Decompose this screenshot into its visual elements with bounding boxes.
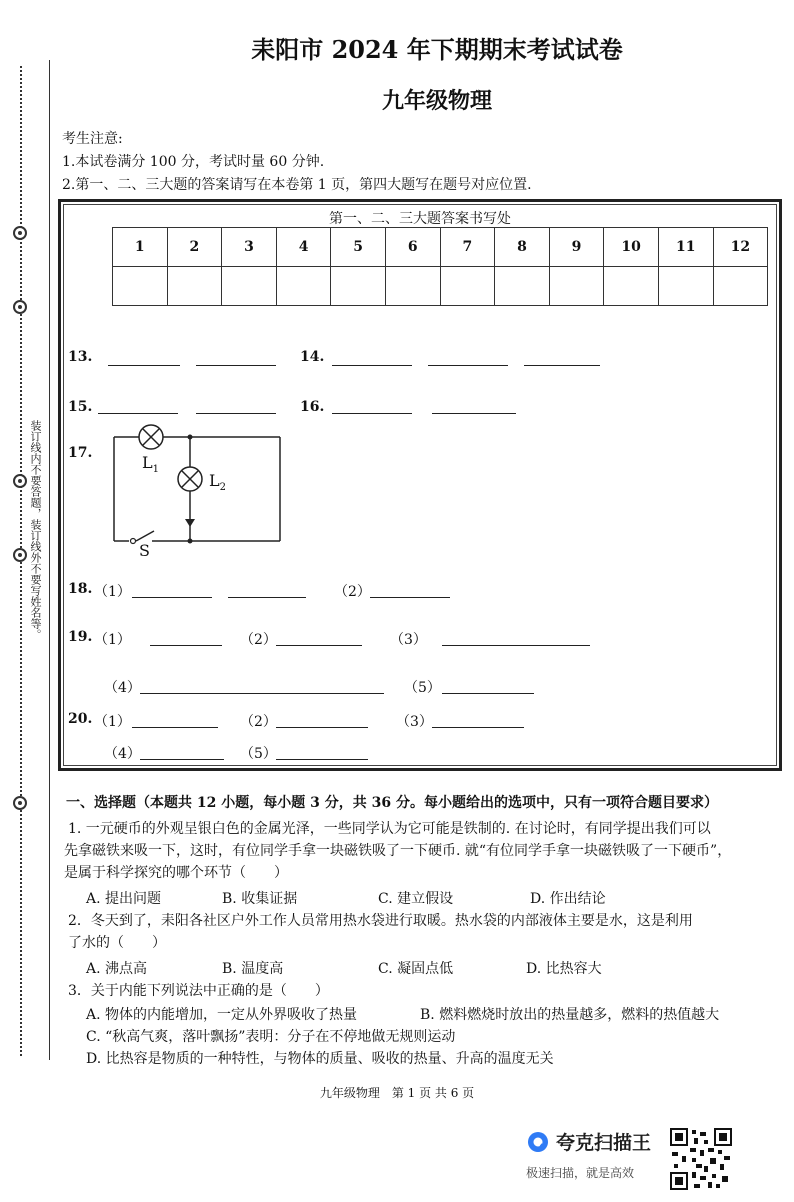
q2-line-2: 了水的（ ） xyxy=(68,935,166,951)
q16-blank-1[interactable] xyxy=(332,413,412,414)
junction-dot xyxy=(188,539,193,544)
q15-blank-2[interactable] xyxy=(196,413,276,414)
q20-blank-2[interactable] xyxy=(276,727,368,728)
q13-blank-1[interactable] xyxy=(108,365,180,366)
q1-line-1: 1. 一元硬币的外观呈银白色的金属光泽，一些同学认为它可能是铁制的. 在讨论时，有同学提出我们可以 xyxy=(68,821,711,837)
q19-blank-4[interactable] xyxy=(140,693,384,694)
lamp-l1-label: $L_1$ xyxy=(142,453,159,476)
answer-cell[interactable] xyxy=(549,267,604,306)
answer-grid xyxy=(112,227,768,306)
scanner-slogan: 极速扫描，就是高效 xyxy=(526,1166,635,1180)
grid-header: 3 xyxy=(222,228,277,267)
binding-warning: 装订线内不要答题，装订线外不要写姓名等。 xyxy=(29,420,42,640)
q20-sub4: （4） xyxy=(104,746,141,762)
grid-header: 9 xyxy=(549,228,604,267)
answer-box-caption: 第一、二、三大题答案书写处 xyxy=(329,211,511,227)
notice-line-2: 2.第一、二、三大题的答案请写在本卷第 1 页，第四大题写在题号对应位置. xyxy=(62,177,532,193)
switch-label: S xyxy=(139,541,150,560)
junction-dot xyxy=(188,435,193,440)
q19-sub3: （3） xyxy=(390,632,427,648)
lamp-l1-icon xyxy=(139,425,163,449)
q2-option-c[interactable]: C. 凝固点低 xyxy=(378,961,454,977)
lamp-l2-icon xyxy=(178,467,202,491)
q2-option-b[interactable]: B. 温度高 xyxy=(222,961,284,977)
q16-blank-2[interactable] xyxy=(432,413,516,414)
q19-sub4: （4） xyxy=(104,680,141,696)
page-footer: 九年级物理 第 1 页 共 6 页 xyxy=(319,1086,475,1100)
q18-blank-1[interactable] xyxy=(132,597,212,598)
q19-blank-5[interactable] xyxy=(442,693,534,694)
q13-label: 13. xyxy=(68,349,93,365)
answer-cell[interactable] xyxy=(331,267,386,306)
answer-cell[interactable] xyxy=(604,267,659,306)
lamp-l2-label: $L_2$ xyxy=(209,471,226,494)
answer-cell[interactable] xyxy=(167,267,222,306)
q19-sub2: （2） xyxy=(240,632,277,648)
grid-header: 10 xyxy=(604,228,659,267)
q1-option-d[interactable]: D. 作出结论 xyxy=(530,891,606,907)
binding-hole-icon xyxy=(13,548,27,562)
q15-blank-1[interactable] xyxy=(98,413,178,414)
q2-option-a[interactable]: A. 沸点高 xyxy=(86,961,148,977)
scanner-logo-icon xyxy=(526,1130,550,1154)
binding-hole-icon xyxy=(13,226,27,240)
qr-code-icon xyxy=(670,1128,732,1190)
q13-blank-2[interactable] xyxy=(196,365,276,366)
grid-header: 4 xyxy=(276,228,331,267)
grid-header: 11 xyxy=(658,228,713,267)
q19-blank-1[interactable] xyxy=(150,645,222,646)
q18-blank-3[interactable] xyxy=(370,597,450,598)
answer-cell[interactable] xyxy=(276,267,331,306)
q20-sub2: （2） xyxy=(240,714,277,730)
answer-cell[interactable] xyxy=(713,267,768,306)
grid-header: 8 xyxy=(495,228,550,267)
q15-label: 15. xyxy=(68,399,93,415)
q3-line-1: 3．关于内能下列说法中正确的是（ ） xyxy=(68,983,329,999)
q18-sub2: （2） xyxy=(334,584,371,600)
q18-label: 18. xyxy=(68,581,93,597)
scanner-brand: 夸克扫描王 xyxy=(556,1132,652,1154)
q20-blank-4[interactable] xyxy=(140,759,224,760)
q20-label: 20. xyxy=(68,711,93,727)
q1-option-b[interactable]: B. 收集证据 xyxy=(222,891,298,907)
q1-line-3: 是属于科学探究的哪个环节（ ） xyxy=(64,865,288,881)
grid-header: 6 xyxy=(385,228,440,267)
q19-label: 19. xyxy=(68,629,93,645)
q20-blank-3[interactable] xyxy=(432,727,524,728)
q14-blank-1[interactable] xyxy=(332,365,412,366)
current-arrow-icon xyxy=(185,519,195,527)
switch-contact xyxy=(131,539,136,544)
answer-box xyxy=(58,199,782,771)
answer-cell[interactable] xyxy=(222,267,277,306)
q16-label: 16. xyxy=(300,399,325,415)
grid-header: 12 xyxy=(713,228,768,267)
q14-blank-2[interactable] xyxy=(428,365,508,366)
q14-blank-3[interactable] xyxy=(524,365,600,366)
q20-sub3: （3） xyxy=(396,714,433,730)
q2-option-d[interactable]: D. 比热容大 xyxy=(526,961,602,977)
q20-blank-1[interactable] xyxy=(132,727,218,728)
q19-sub5: （5） xyxy=(404,680,441,696)
q3-option-c[interactable]: C. “秋高气爽，落叶飘扬”表明：分子在不停地做无规则运动 xyxy=(86,1029,456,1045)
binding-hole-icon xyxy=(13,300,27,314)
q20-sub5: （5） xyxy=(240,746,277,762)
answer-cell[interactable] xyxy=(440,267,495,306)
q19-sub1: （1） xyxy=(94,632,131,648)
q3-option-a[interactable]: A. 物体的内能增加，一定从外界吸收了热量 xyxy=(86,1007,358,1023)
section1-heading: 一、选择题（本题共 12 小题，每小题 3 分，共 36 分。每小题给出的选项中，只有一项符合题目要求） xyxy=(66,795,718,811)
q18-sub1: （1） xyxy=(94,584,131,600)
exam-subject: 九年级物理 xyxy=(381,88,492,114)
q1-option-c[interactable]: C. 建立假设 xyxy=(378,891,454,907)
q17-label: 17. xyxy=(68,445,93,461)
q19-blank-2[interactable] xyxy=(276,645,362,646)
answer-cell[interactable] xyxy=(385,267,440,306)
grid-header: 1 xyxy=(113,228,168,267)
grid-header: 2 xyxy=(167,228,222,267)
q19-blank-3[interactable] xyxy=(442,645,590,646)
exam-title: 耒阳市 2024 年下期期末考试试卷 xyxy=(251,35,623,64)
binding-hole-icon xyxy=(13,474,27,488)
notice-heading: 考生注意: xyxy=(62,131,123,147)
q20-blank-5[interactable] xyxy=(276,759,368,760)
circuit-diagram xyxy=(94,423,294,553)
q14-label: 14. xyxy=(300,349,325,365)
binding-solid-line xyxy=(49,60,50,1060)
binding-hole-icon xyxy=(13,796,27,810)
q1-option-a[interactable]: A. 提出问题 xyxy=(86,891,162,907)
grid-header: 7 xyxy=(440,228,495,267)
q20-sub1: （1） xyxy=(94,714,131,730)
answer-cell[interactable] xyxy=(658,267,713,306)
q3-option-d[interactable]: D. 比热容是物质的一种特性，与物体的质量、吸收的热量、升高的温度无关 xyxy=(86,1051,554,1067)
notice-line-1: 1.本试卷满分 100 分，考试时量 60 分钟. xyxy=(62,154,325,170)
answer-cell[interactable] xyxy=(113,267,168,306)
grid-header: 5 xyxy=(331,228,386,267)
q2-line-1: 2．冬天到了，耒阳各社区户外工作人员常用热水袋进行取暖。热水袋的内部液体主要是水，这是利用 xyxy=(68,913,693,929)
answer-cell[interactable] xyxy=(495,267,550,306)
q3-option-b[interactable]: B. 燃料燃烧时放出的热量越多，燃料的热值越大 xyxy=(420,1007,720,1023)
q1-line-2: 先拿磁铁来吸一下，这时，有位同学手拿一块磁铁吸了一下硬币. 就“有位同学手拿一块磁铁吸了一下硬币”， xyxy=(64,843,732,859)
q18-blank-2[interactable] xyxy=(228,597,306,598)
